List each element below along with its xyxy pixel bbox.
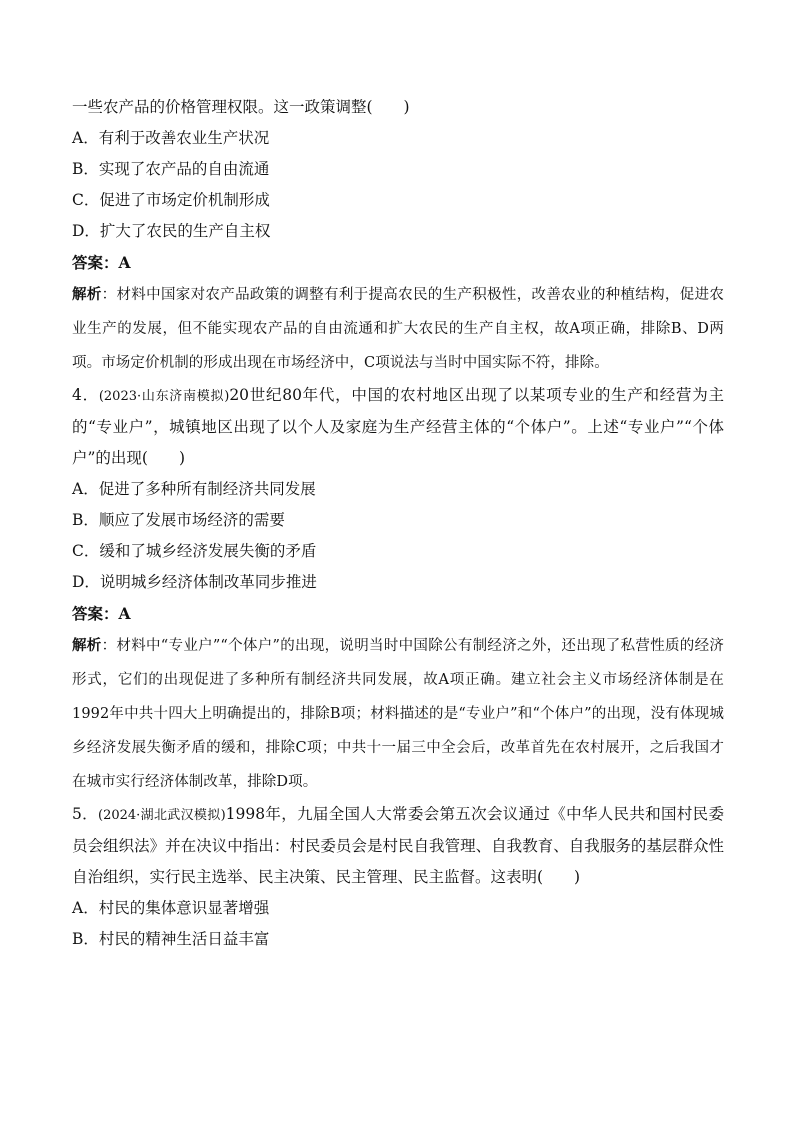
question-4-option-a: A．促进了多种所有制经济共同发展 xyxy=(72,480,316,498)
question-4-option-d: D．说明城乡经济体制改革同步推进 xyxy=(72,573,317,591)
question-5-option-b: B．村民的精神生活日益丰富 xyxy=(72,930,270,948)
question-3-explanation-label: 解析 xyxy=(72,286,102,303)
question-3-explanation-text: ：材料中国家对农产品政策的调整有利于提高农民的生产积极性，改善农业的种植结构，促进农业生产的发展，但不能实现农产品的自由流通和扩大农民的生产自主权，故A项正确，排除B、D两项。市场定价机制的形成出现在市场经济中，C项说法与当时中国实际不符，排除。 xyxy=(72,287,724,371)
question-4-source: (2023·山东济南模拟) xyxy=(98,389,230,404)
question-3-explanation xyxy=(72,278,724,380)
question-5-stem xyxy=(72,799,724,893)
question-3-option-b: B．实现了农产品的自由流通 xyxy=(72,160,270,178)
question-5 xyxy=(72,799,724,955)
document-page xyxy=(72,92,724,955)
question-3-option-d: D．扩大了农民的生产自主权 xyxy=(72,222,271,240)
question-4-answer: 答案：A xyxy=(72,604,131,623)
question-3-answer: 答案：A xyxy=(72,253,131,272)
question-4-explanation xyxy=(72,629,724,799)
question-5-stem-text: 1998年，九届全国人大常委会第五次会议通过《中华人民共和国村民委员会组织法》并在决议中指出：村民委员会是村民自我管理、自我教育、自我服务的基层群众性自治组织，实行民主选举、民主决策、民主管理、民主监督。这表明( ) xyxy=(72,805,724,886)
question-4-option-b: B．顺应了发展市场经济的需要 xyxy=(72,511,285,529)
question-3 xyxy=(72,92,724,380)
question-4-stem xyxy=(72,380,724,474)
question-3-option-c: C．促进了市场定价机制形成 xyxy=(72,191,270,209)
question-4-explanation-label: 解析 xyxy=(72,637,102,654)
question-3-stem-tail: 一些农产品的价格管理权限。这一政策调整( ) xyxy=(72,98,410,116)
question-4-number: 4． xyxy=(72,386,99,404)
question-4 xyxy=(72,380,724,799)
question-4-stem-text: 20世纪80年代，中国的农村地区出现了以某项专业的生产和经营为主的“专业户”，城镇地区出现了以个人及家庭为生产经营主体的“个体户”。上述“专业户”“个体户”的出现( ) xyxy=(72,386,724,467)
question-5-option-a: A．村民的集体意识显著增强 xyxy=(72,899,270,917)
question-3-option-a: A．有利于改善农业生产状况 xyxy=(72,129,270,147)
question-4-option-c: C．缓和了城乡经济发展失衡的矛盾 xyxy=(72,542,317,560)
question-5-number: 5． xyxy=(72,805,99,823)
question-5-source: (2024·湖北武汉模拟) xyxy=(98,808,226,823)
question-4-explanation-text: ：材料中“专业户”“个体户”的出现，说明当时中国除公有制经济之外，还出现了私营性质的经济形式，它们的出现促进了多种所有制经济共同发展，故A项正确。建立社会主义市场经济体制是在1992年中共十四大上明确提出的，排除B项；材料描述的是“专业户”和“个体户”的出现，没有体现城乡经济发展失衡矛盾的缓和，排除C项；中共十一届三中全会后，改革首先在农村展开，之后我国才在城市实行经济体制改革，排除D项。 xyxy=(72,638,724,790)
